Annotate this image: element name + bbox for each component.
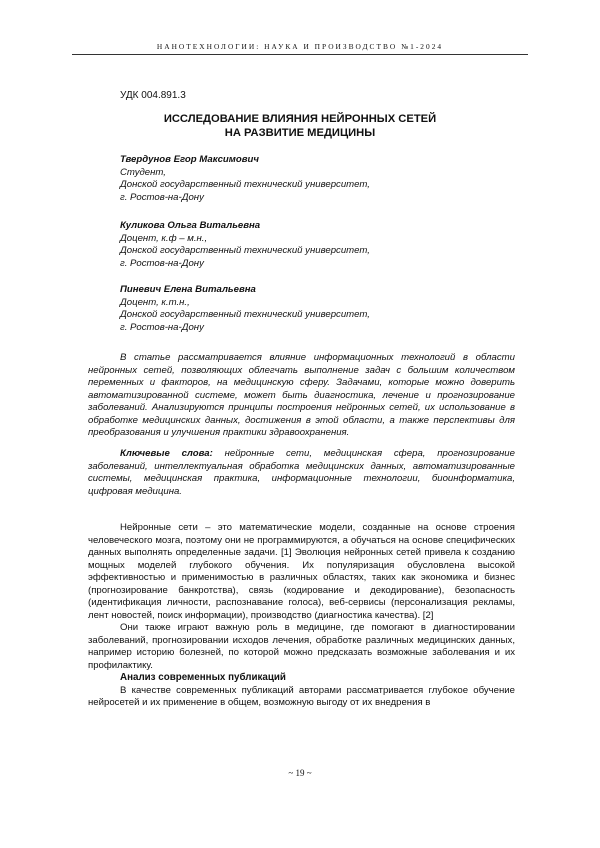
author-affiliation: Донской государственный технический университет,: [120, 179, 370, 190]
author-name: Куликова Ольга Витальевна: [120, 220, 261, 231]
author-affiliation: Донской государственный технический университет,: [120, 309, 370, 320]
body-paragraph: Они также играют важную роль в медицине, где помогают в диагностировании заболеваний, прогнозировании исходов лечения, обработке различных медицинских данных, например историю болезней, по которой можно предсказать возможные заболевания и их профилактику.: [88, 622, 515, 671]
keywords: [88, 448, 515, 498]
abstract: В статье рассматривается влияние информационных технологий в области нейронных сетей, позволяющих облегчать выполнение задач с большим количеством переменных и факторов, на медицинскую сферу. Задачами, которые можно доверить автоматизированной системе, может быть диагностика, лечение и прогнозирование заболеваний. Анализируются принципы построения нейронных сетей, их использование в обработке медицинских данных, достижения в этой области, а также перспективы для преобразования и улучшения практики здравоохранения.: [88, 352, 515, 438]
author-name: Пиневич Елена Витальевна: [120, 284, 256, 295]
author-name: Твердунов Егор Максимович: [120, 154, 260, 165]
keywords-label: Ключевые слова:: [120, 448, 213, 459]
author-block: [120, 284, 500, 334]
author-position: Доцент, к.ф – м.н.,: [120, 232, 208, 244]
page-number: ~ 19 ~: [288, 768, 312, 778]
body-paragraph: Нейронные сети – это математические модели, созданные на основе строения человеческого мозга, поэтому они не программируются, а обучаться на основе специфических данных выполнять определенные задачи. [1] Эволюция нейронных сетей привела к созданию мощных моделей глубокого обучения. Их популяризация обусловлена высокой эффективностью и применимостью в различных областях, таких как экономика и бизнес (прогнозирование банкротства), связь (кодирование и декодирование), безопасность (идентификация личности, распознавание голоса), веб-сервисы (персонализация рекламы, лент новостей, поиск информации), производство (диагностика качества). [2]: [88, 522, 515, 621]
title-line-1: ИССЛЕДОВАНИЕ ВЛИЯНИЯ НЕЙРОННЫХ СЕТЕЙ: [163, 113, 437, 125]
author-city: г. Ростов-на-Дону: [120, 191, 204, 203]
article-body: [88, 522, 515, 710]
author-position: Студент,: [120, 166, 166, 178]
udk-code: УДК 004.891.3: [120, 90, 186, 101]
article-title: [100, 112, 500, 140]
author-position: Доцент, к.т.н.,: [120, 296, 190, 308]
title-line-2: НА РАЗВИТИЕ МЕДИЦИНЫ: [224, 127, 376, 139]
author-block: [120, 154, 500, 204]
author-affiliation: Донской государственный технический университет,: [120, 245, 370, 256]
keywords-text: нейронные сети, медицинская сфера, прогнозирование заболеваний, интеллектуальная обработка медицинских данных, автоматизированные системы, медицинская практика, информационные технологии, биоинформатика, цифровая медицина.: [88, 448, 515, 497]
header-rule: [72, 54, 528, 55]
author-city: г. Ростов-на-Дону: [120, 321, 204, 333]
body-paragraph: В качестве современных публикаций авторами рассматривается глубокое обучение нейросетей и их применение в общем, возможную выгоду от их внедрения в: [88, 684, 515, 708]
author-city: г. Ростов-на-Дону: [120, 257, 204, 269]
author-block: [120, 220, 500, 270]
section-heading: Анализ современных публикаций: [120, 672, 286, 683]
running-header: НАНОТЕХНОЛОГИИ: НАУКА И ПРОИЗВОДСТВО №1-2024: [156, 42, 444, 51]
